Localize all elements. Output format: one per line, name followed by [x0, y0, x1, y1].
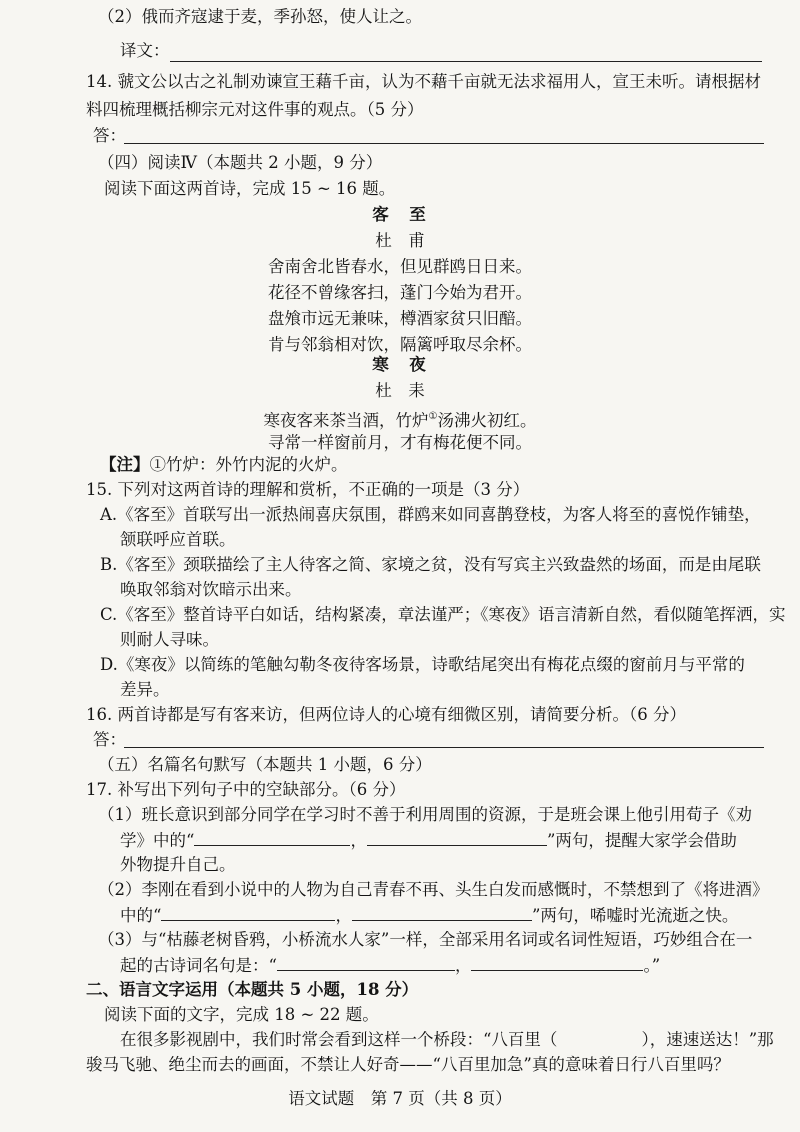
q17-part3-suffix: 。”: [643, 956, 661, 975]
q17-part2-blank-1[interactable]: [161, 902, 335, 921]
q17-part2-line1: （2）李刚在看到小说中的人物为自己青春不再、头生白发而感慨时，不禁想到了《将进酒》: [98, 880, 769, 899]
poem1-title: 客 至: [372, 205, 428, 224]
section4-heading: （四）阅读Ⅳ（本题共 2 小题，9 分）: [98, 153, 383, 172]
note-label: 【注】: [100, 455, 150, 474]
note: [100, 452, 348, 478]
q13-2-translation-label: 译文：: [120, 41, 170, 60]
q15-option-c-line1: C.《客至》整首诗平白如话，结构紧凑，章法谨严；《寒夜》语言清新自然，看似随笔挥洒，实: [100, 605, 786, 624]
q17-part3-line1: （3）与“枯藤老树昏鸦，小桥流水人家”一样，全部采用名词或名词性短语，巧妙组合在一: [98, 930, 753, 949]
q16-answer-label: 答：: [93, 730, 126, 749]
q17-part3-blank-1[interactable]: [277, 952, 455, 971]
note-text: ①竹炉：外竹内泥的火炉。: [149, 455, 348, 474]
q17-part3-prefix: 起的古诗词名句是：“: [120, 956, 277, 975]
section5-heading: （五）名篇名句默写（本题共 1 小题，6 分）: [98, 755, 432, 774]
q16-stem: 16. 两首诗都是写有客来访，但两位诗人的心境有细微区别，请简要分析。（6 分）: [86, 705, 686, 724]
q14-stem-line1: 14. 虢文公以古之礼制劝谏宣王藉千亩，认为不藉千亩就无法求福用人，宣王未听。请根据材: [86, 72, 761, 91]
q17-part1-line3: 外物提升自己。: [120, 855, 236, 874]
poem1-author: 杜 甫: [375, 231, 425, 250]
q17-part1-blank-1[interactable]: [194, 827, 350, 846]
q17-part2-prefix: 中的“: [120, 906, 162, 925]
poem1-line: 盘飧市远无兼味，樽酒家贫只旧醅。: [268, 309, 532, 328]
q17-part2-separator: ，: [335, 906, 352, 925]
poem1-line: 肯与邻翁相对饮，隔篱呼取尽余杯。: [268, 335, 532, 354]
poem2-author: 杜 耒: [375, 381, 425, 400]
poem1-line: 舍南舍北皆春水，但见群鸥日日来。: [268, 257, 532, 276]
part2-paragraph-line2: 骏马飞驰、绝尘而去的画面，不禁让人好奇——“八百里加急”真的意味着日行八百里吗？: [86, 1055, 730, 1074]
q15-option-d-line2: 差异。: [120, 680, 170, 699]
part2-heading: 二、语言文字运用（本题共 5 小题，18 分）: [86, 980, 419, 999]
q17-part1-suffix: ”两句，提醒大家学会借助: [546, 831, 737, 850]
q17-part3-blank-2[interactable]: [471, 952, 643, 971]
q14-answer-label: 答：: [93, 126, 126, 145]
q16-answer-line[interactable]: [124, 747, 764, 748]
q17-part1-line2: [120, 827, 737, 853]
q17-part2-suffix: ”两句，唏嘘时光流逝之快。: [531, 906, 739, 925]
page-footer: 语文试题 第 7 页（共 8 页）: [288, 1089, 512, 1108]
q17-stem: 17. 补写出下列句子中的空缺部分。（6 分）: [86, 780, 406, 799]
q15-option-b-line2: 唤取邻翁对饮暗示出来。: [120, 580, 302, 599]
q17-part2-blank-2[interactable]: [352, 902, 532, 921]
part2-paragraph-line1: [120, 1027, 774, 1053]
q13-2-sentence: （2）俄而齐寇逮于麦，季孙怒，使人让之。: [98, 7, 422, 26]
q17-part2-line2: [120, 902, 738, 928]
part2-instruction: 阅读下面的文字，完成 18 ~ 22 题。: [104, 1005, 379, 1024]
q17-part1-blank-2[interactable]: [367, 827, 547, 846]
poem1-line: 花径不曾缘客扫，蓬门今始为君开。: [268, 283, 532, 302]
q15-option-c-line2: 则耐人寻味。: [120, 630, 219, 649]
q15-option-b-line1: B.《客至》颈联描绘了主人待客之简、家境之贫，没有写宾主兴致盎然的场面，而是由尾联: [100, 555, 761, 574]
part2-paragraph-part-b: ），速速送达！”那: [641, 1030, 774, 1049]
q13-2-answer-line[interactable]: [170, 61, 762, 62]
q14-answer-line[interactable]: [124, 143, 764, 144]
q15-option-d-line1: D.《寒夜》以简练的笔触勾勒冬夜待客场景，诗歌结尾突出有梅花点缀的窗前月与平常的: [100, 655, 745, 674]
q17-part3-separator: ，: [454, 956, 472, 975]
q14-stem-line2: 料四梳理概括柳宗元对这件事的观点。（5 分）: [86, 100, 424, 119]
q15-option-a-line2: 颔联呼应首联。: [120, 530, 236, 549]
section4-instruction: 阅读下面这两首诗，完成 15 ~ 16 题。: [104, 179, 396, 198]
q17-part1-separator: ，: [350, 831, 367, 850]
q15-stem: 15. 下列对这两首诗的理解和赏析，不正确的一项是（3 分）: [86, 480, 530, 499]
poem2-title: 寒 夜: [372, 355, 428, 374]
poem2-line1-part-a: 寒夜客来茶当酒，竹炉: [263, 411, 429, 430]
footnote-marker: ①: [428, 411, 438, 422]
part2-paragraph-part-a: 在很多影视剧中，我们时常会看到这样一个桥段：“八百里（: [120, 1030, 558, 1049]
poem2-line1: [0, 404, 800, 430]
poem2-line1-part-b: 汤沸火初红。: [437, 411, 537, 430]
q17-part1-line1: （1）班长意识到部分同学在学习时不善于利用周围的资源，于是班会课上他引用荀子《劝: [98, 805, 752, 824]
q15-option-a-line1: A.《客至》首联写出一派热闹喜庆氛围，群鸥来如同喜鹊登枝，为客人将至的喜悦作铺垫，: [100, 505, 761, 524]
q17-part3-line2: [120, 952, 660, 978]
q17-part1-prefix: 学》中的“: [120, 831, 195, 850]
poem2-line2: 寻常一样窗前月，才有梅花便不同。: [268, 433, 532, 452]
